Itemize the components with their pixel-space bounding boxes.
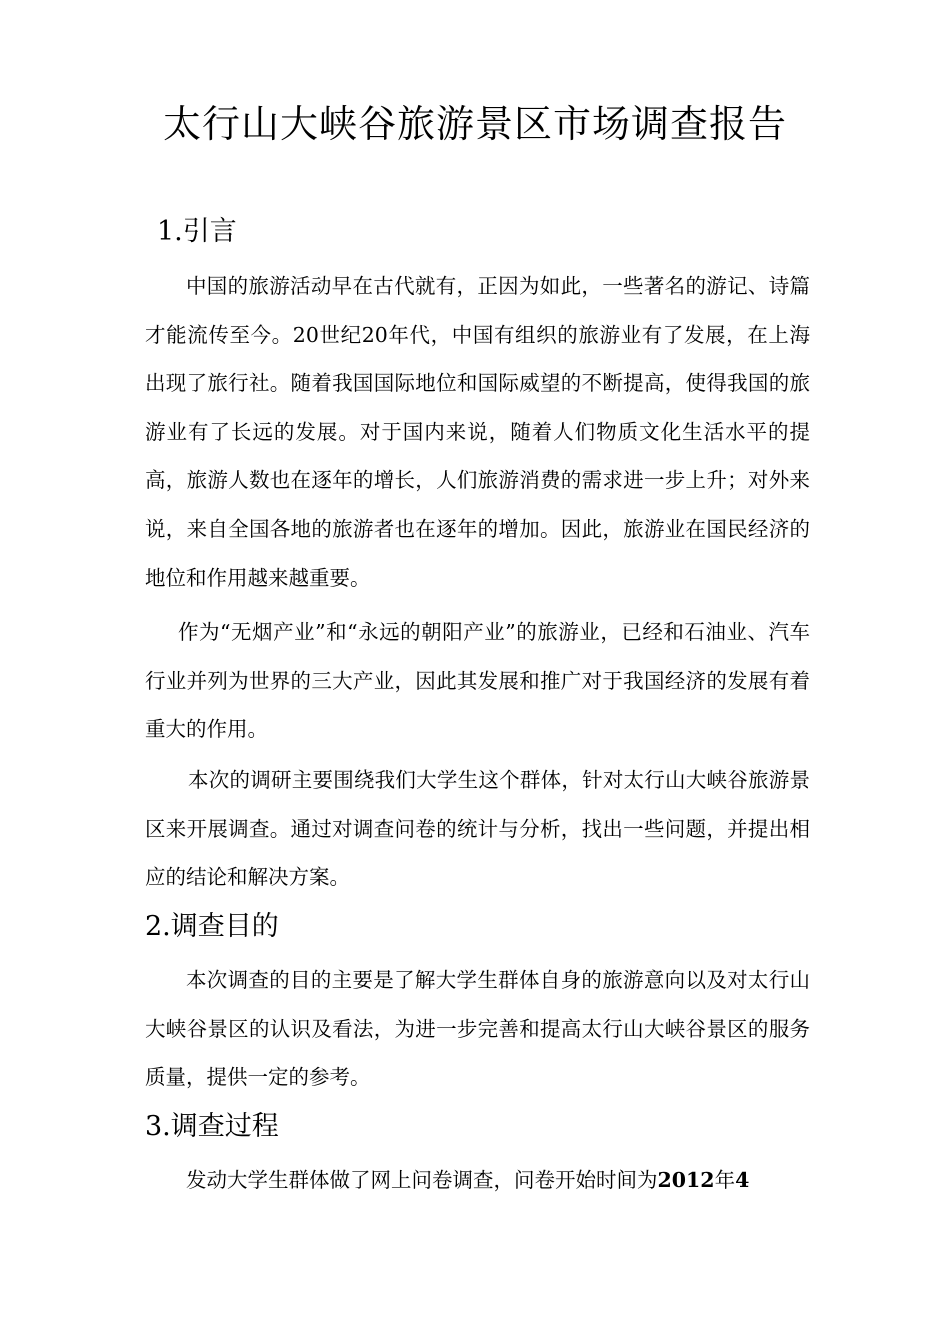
paragraph-process-text: 发动大学生群体做了网上问卷调查，问卷开始时间为 xyxy=(186,1168,658,1192)
paragraph-purpose: 本次调查的目的主要是了解大学生群体自身的旅游意向以及对太行山大峡谷景区的认识及看法，为进一步完善和提高太行山大峡谷景区的服务质量，提供一定的参考。 xyxy=(145,968,810,1090)
survey-start-month: 4 xyxy=(735,1168,750,1192)
section-heading-process: 3.调查过程 xyxy=(145,1111,279,1142)
survey-start-year: 2012 xyxy=(657,1168,715,1192)
paragraph-introduction-1: 中国的旅游活动早在古代就有，正因为如此，一些著名的游记、诗篇才能流传至今。20世纪20年代，中国有组织的旅游业有了发展，在上海出现了旅行社。随着我国国际地位和国际威望的不断提高，使得我国的旅游业有了长远的发展。对于国内来说，随着人们物质文化生活水平的提高，旅游人数也在逐年的增长，人们旅游消费的需求进一步上升；对外来说，来自全国各地的旅游者也在逐年的增加。因此，旅游业在国民经济的地位和作用越来越重要。 xyxy=(145,274,810,590)
section-heading-purpose: 2.调查目的 xyxy=(145,911,279,942)
paragraph-process xyxy=(145,1156,810,1205)
survey-start-year-unit: 年 xyxy=(714,1168,736,1192)
document-title: 太行山大峡谷旅游景区市场调查报告 xyxy=(162,102,787,146)
section-heading-introduction: 1.引言 xyxy=(157,216,237,247)
paragraph-introduction-2: 作为“无烟产业”和“永远的朝阳产业”的旅游业，已经和石油业、汽车行业并列为世界的三大产业，因此其发展和推广对于我国经济的发展有着重大的作用。 xyxy=(145,620,810,742)
paragraph-introduction-3: 本次的调研主要围绕我们大学生这个群体，针对太行山大峡谷旅游景区来开展调查。通过对调查问卷的统计与分析，找出一些问题，并提出相应的结论和解决方案。 xyxy=(145,768,810,890)
